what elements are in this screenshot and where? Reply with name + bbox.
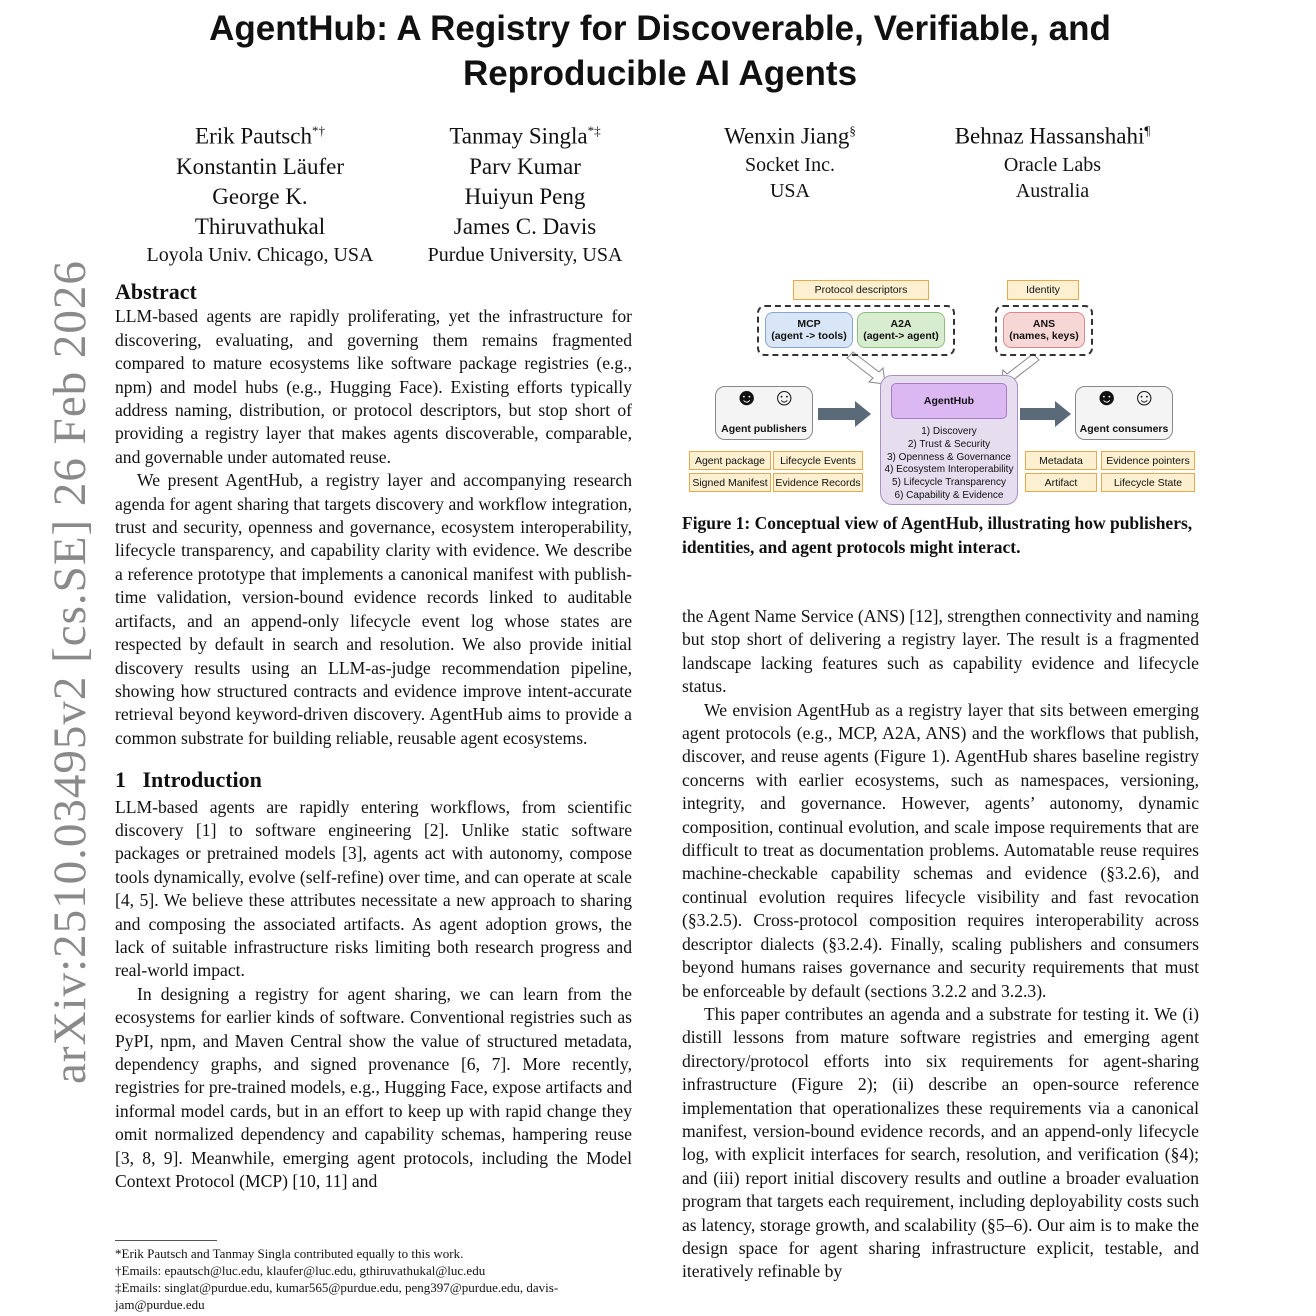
tag-evidence-records: Evidence Records [773, 473, 863, 492]
publishers-box [715, 386, 813, 440]
author-block-4 [920, 116, 1185, 204]
person-icon: ☻ [1094, 384, 1120, 411]
author-affiliation: USA [769, 179, 810, 202]
right-paragraph-1: the Agent Name Service (ANS) [12], strengthen connectivity and naming but stop short of delivering a registry layer. The result is a fragmented landscape lacking features such as capability evidence and lifecycle status. [682, 606, 1199, 697]
mcp-title: MCP [797, 318, 821, 330]
right-column [682, 605, 1199, 1284]
tag-agent-package: Agent package [689, 451, 771, 470]
author-block-1 [130, 116, 390, 268]
person-icon: ☻ [734, 384, 760, 411]
author-name: James C. Davis [453, 213, 597, 239]
section-number: 1 [115, 767, 126, 793]
a2a-title: A2A [890, 318, 912, 330]
author-affiliation: Oracle Labs [1003, 153, 1102, 176]
consumers-box [1075, 386, 1173, 440]
author-name: Tanmay Singla [449, 123, 588, 149]
protocol-arrow [847, 352, 885, 384]
right-paragraph-2: We envision AgentHub as a registry layer that sits between emerging agent protocols (e.g., MCP, A2A, ANS) and the workflows that publish, discover, and reuse agents (Figure 1). AgentHub shares baseline registry concerns with earlier ecosystems, such as namespaces, versioning, integrity, and governance. However, agents’ autonomy, dynamic composition, continual evolution, and scale impose requirements that are difficult to treat as documentation problems. Automatable reuse requires machine-checkable capability schemas and evidence (§3.2.6), and continual evolution requires lifecycle visibility and fast revocation (§3.2.5). Cross-protocol composition requires interoperability across descriptor dialects (§3.2.4). Finally, scaling publishers and consumers beyond humans raises governance and security requirements that must be enforceable by default (sections 3.2.2 and 3.2.3). [682, 699, 1199, 1001]
consumer-arrow [1020, 401, 1071, 427]
author-marks: ¶ [1144, 123, 1151, 138]
abstract-paragraph-1: LLM-based agents are rapidly proliferating, yet the infrastructure for discovering, evaluating, and governing them remains fragmented compared to mature ecosystems like software package registries (e.g., npm) and model hubs (e.g., Hugging Face). Existing efforts typically address naming, distribution, or protocol descriptors, but stop short of providing a registry layer that makes agents discoverable, comparable, and governable under automated reuse. [115, 306, 632, 467]
requirement-item: 5) Lifecycle Transparency [892, 477, 1006, 489]
footnote: *Erik Pautsch and Tanmay Singla contributed equally to this work. [115, 1246, 464, 1261]
footnote-rule [115, 1240, 217, 1241]
arxiv-identifier: arXiv:2510.03495v2 [cs.SE] 26 Feb 2026 [44, 260, 96, 1084]
intro-paragraph-2: In designing a registry for agent sharing, we can learn from the ecosystems for earlier kinds of software. Conventional registries such as PyPI, npm, and Maven Central show the value of structured metadata, dependency graphs, and signed provenance [6, 7]. More recently, registries for pre-trained models, e.g., Hugging Face, expose artifacts and informal model cards, but in an effort to keep up with rapid change they omit normalized dependency and capability schemas, hampering reuse [3, 8, 9]. Meanwhile, emerging agent protocols, including the Model Context Protocol (MCP) [10, 11] and [115, 983, 632, 1192]
tag-lifecycle-events: Lifecycle Events [773, 451, 863, 470]
author-block-3 [680, 116, 900, 204]
author-name: Wenxin Jiang [724, 123, 850, 149]
requirement-item: 3) Openness & Governance [887, 451, 1011, 463]
right-paragraph-3: This paper contributes an agenda and a substrate for testing it. We (i) distill lessons from mature software registries and emerging agent directory/protocol efforts into six requirements for agent-sharing infrastructure (Figure 2); (ii) describe an open-source reference implementation that operationalizes these requirements via a canonical manifest, version-bound evidence records, and an append-only lifecycle log, with explicit interfaces for search, resolution, and verification (§4); and (iii) report initial discovery results and outline a broader evaluation program that targets each requirement, including deployability costs such as latency, storage growth, and scalability (§5–6). Our aim is to make the design space for agent sharing infrastructure explicit, testable, and iteratively refinable by [682, 1003, 1199, 1282]
publishers-label: Agent publishers [721, 423, 807, 435]
agenthub-box [880, 375, 1018, 505]
figure-1 [683, 276, 1203, 506]
section-heading [115, 768, 632, 791]
tag-metadata: Metadata [1025, 451, 1097, 470]
title-line-1: AgentHub: A Registry for Discoverable, Verifiable, and [209, 9, 1111, 48]
author-name: Parv Kumar [469, 153, 581, 179]
tag-signed-manifest: Signed Manifest [689, 473, 771, 492]
ans-box [1003, 312, 1085, 348]
author-name: George K. [212, 183, 308, 209]
tag-lifecycle-state: Lifecycle State [1101, 473, 1195, 492]
author-marks: *† [311, 123, 325, 138]
author-affiliation: Loyola Univ. Chicago, USA [146, 243, 374, 266]
author-marks: *‡ [587, 123, 601, 138]
headset-icon: ☺ [772, 384, 797, 411]
paper-title [140, 6, 1180, 96]
requirement-item: 4) Ecosystem Interoperability [884, 464, 1014, 476]
section-title: Introduction [142, 767, 262, 793]
mcp-subtitle: (agent -> tools) [771, 330, 847, 342]
author-affiliation: Socket Inc. [745, 153, 835, 176]
tag-evidence-pointers: Evidence pointers [1101, 451, 1195, 470]
title-line-2: Reproducible AI Agents [462, 54, 858, 93]
author-name: Thiruvathukal [194, 213, 326, 239]
protocol-descriptors-label: Protocol descriptors [793, 280, 929, 300]
footnote: ‡Emails: singlat@purdue.edu, kumar565@purdue.edu, peng397@purdue.edu, davis-jam@purdue.edu [115, 1280, 559, 1312]
headset-icon: ☺ [1132, 384, 1157, 411]
requirement-item: 1) Discovery [921, 426, 977, 437]
figure-caption: Figure 1: Conceptual view of AgentHub, illustrating how publishers, identities, and agent protocols might interact. [682, 513, 1193, 557]
a2a-box [857, 312, 945, 348]
abstract-paragraph-2: We present AgentHub, a registry layer and accompanying research agenda for agent sharing that targets discovery and workflow integration, trust and security, openness and governance, ecosystem interoperability, lifecycle transparency, and capability clarity with evidence. We describe a reference prototype that implements a canonical manifest with publish-time validation, version-bound evidence records linked to auditable artifacts, and an append-only lifecycle event log whose states are respected by default in search and resolution. We also provide initial discovery results using an LLM-as-judge recommendation pipeline, showing how structured contracts and evidence improve intent-accurate retrieval beyond keyword-driven discovery. AgentHub aims to provide a common substrate for building reliable, reusable agent ecosystems. [115, 470, 632, 748]
ans-subtitle: (names, keys) [1009, 330, 1079, 342]
publisher-arrow [818, 401, 871, 427]
requirement-item: 6) Capability & Evidence [894, 489, 1004, 501]
agenthub-requirements [885, 426, 1014, 503]
author-block-2 [400, 116, 650, 268]
mcp-box [765, 312, 853, 348]
consumers-label: Agent consumers [1079, 423, 1169, 435]
identity-label: Identity [1007, 280, 1079, 300]
abstract-heading: Abstract [115, 279, 197, 304]
agenthub-title: AgentHub [891, 383, 1007, 419]
footnote: †Emails: epautsch@luc.edu, klaufer@luc.edu, gthiruvathukal@luc.edu [115, 1263, 486, 1278]
author-name: Behnaz Hassanshahi [954, 123, 1145, 149]
ans-title: ANS [1032, 318, 1056, 330]
a2a-subtitle: (agent-> agent) [863, 330, 939, 342]
tag-artifact: Artifact [1025, 473, 1097, 492]
intro-paragraph-1: LLM-based agents are rapidly entering workflows, from scientific discovery [1] to software engineering [2]. Unlike static software packages or pretrained models [3], agents act with autonomy, compose tools dynamically, evolve (self-refine) over time, and can operate at scale [4, 5]. We believe these attributes necessitate a new approach to sharing and composing the associated artifacts. As agent adoption grows, the lack of suitable infrastructure risks limiting both research progress and real-world impact. [115, 796, 632, 981]
left-column [115, 280, 632, 1193]
footnotes [115, 1240, 635, 1313]
author-affiliation: Purdue University, USA [427, 243, 623, 266]
author-name: Erik Pautsch [195, 123, 312, 149]
author-name: Huiyun Peng [464, 183, 586, 209]
requirement-item: 2) Trust & Security [907, 438, 991, 450]
author-affiliation: Australia [1015, 179, 1090, 202]
author-name: Konstantin Läufer [176, 153, 344, 179]
author-marks: § [849, 123, 856, 138]
